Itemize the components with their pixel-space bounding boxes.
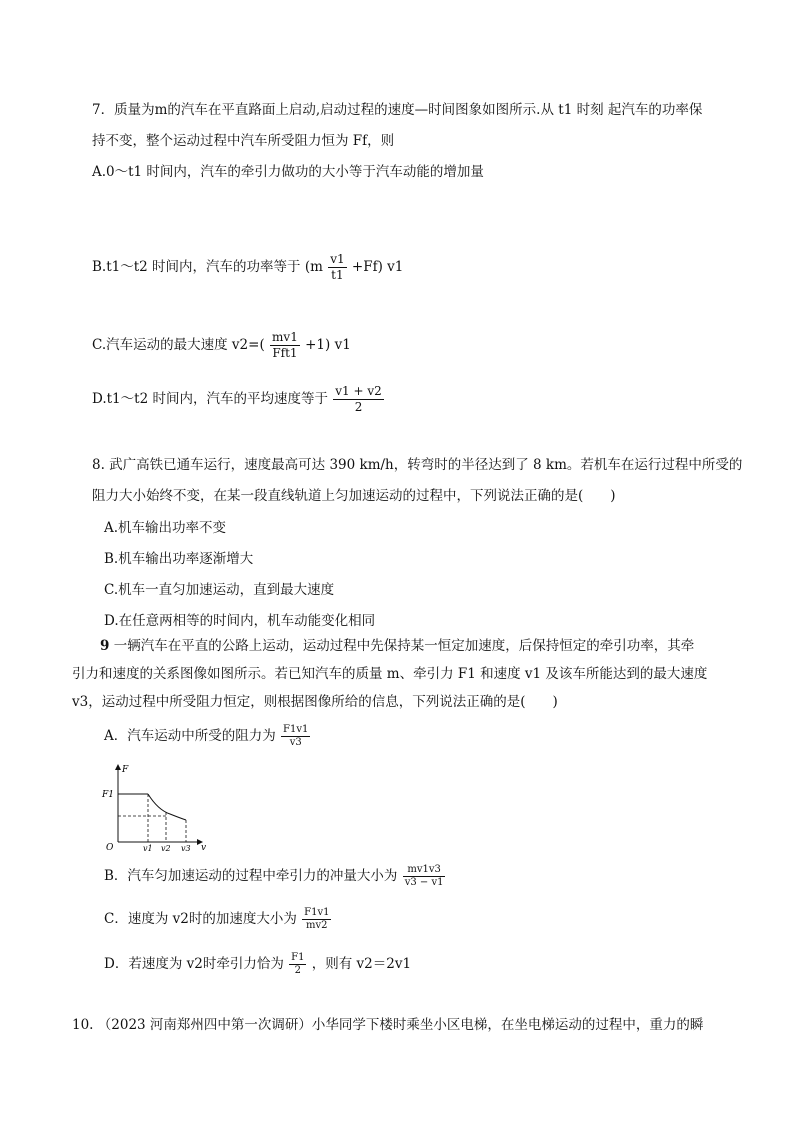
q9-option-a-numerator: F1v1	[283, 724, 309, 735]
q9-option-c-denominator: mv2	[302, 919, 331, 932]
q9-option-a-denominator: v3	[281, 736, 310, 749]
q9-option-d-numerator: F1	[291, 952, 305, 963]
q9-stem-line3: v3，运动过程中所受阻力恒定，则根据图像所给的信息，下列说法正确的是( )	[72, 694, 558, 710]
q7-option-d-fraction	[333, 384, 384, 415]
q8-option-c: C.机车一直匀加速运动，直到最大速度	[104, 582, 335, 598]
q7-option-c-denominator: Fft1	[270, 345, 300, 361]
q7-stem-line1: 7．质量为m的汽车在平直路面上启动,启动过程的速度—时间图象如图所示.从 t1 时刻 起汽车的功率保	[92, 102, 703, 118]
q9-option-b-text: B．汽车匀加速运动的过程中牵引力的冲量大小为	[104, 868, 398, 884]
q7-stem-line2: 持不变，整个运动过程中汽车所受阻力恒为 Ff，则	[92, 133, 395, 149]
q8-option-a: A.机车输出功率不变	[104, 520, 227, 536]
graph-x-tick-v2: v2	[161, 844, 171, 852]
q7-option-c-tail: +1) v1	[305, 337, 351, 353]
q7-option-c	[92, 330, 351, 361]
q9-option-a	[104, 724, 311, 749]
q7-option-a: A.0～t1 时间内，汽车的牵引力做功的大小等于汽车动能的增加量	[92, 164, 484, 180]
q8-option-d: D.在任意两相等的时间内，机车动能变化相同	[104, 613, 376, 629]
q7-option-b-fraction	[328, 252, 346, 283]
q7-option-d-text: D.t1～t2 时间内，汽车的平均速度等于	[92, 391, 328, 407]
q9-option-b-fraction	[403, 864, 446, 889]
q9-option-d-fraction	[289, 952, 306, 977]
q7-option-d-numerator: v1 + v2	[335, 384, 382, 398]
q8-stem-line1: 8. 武广高铁已通车运行，速度最高可达 390 km/h，转弯时的半径达到了 8 km。若机车在运行过程中所受的	[92, 457, 743, 473]
q9-option-d-denominator: 2	[289, 964, 306, 977]
graph-origin-label: O	[106, 843, 114, 852]
q7-option-b	[92, 252, 403, 283]
q9-option-d-tail: ，则有 v2＝2v1	[311, 956, 412, 972]
q9-stem-line2: 引力和速度的关系图像如图所示。若已知汽车的质量 m、牵引力 F1 和速度 v1 及该车所能达到的最大速度	[72, 666, 708, 682]
q7-option-b-text: B.t1～t2 时间内，汽车的功率等于	[92, 259, 301, 275]
graph-y-tick-f1: F1	[102, 790, 114, 800]
q9-option-a-text: A．汽车运动中所受的阻力为	[104, 728, 276, 744]
q9-option-d-text: D．若速度为 v2时牵引力恰为	[104, 956, 284, 972]
q7-option-b-denominator: t1	[328, 267, 346, 283]
q9-option-d	[104, 952, 411, 977]
q9-stem-line1	[100, 640, 694, 654]
q7-option-b-tail: +Ff) v1	[351, 259, 404, 275]
q10-stem-line1: 10. （2023 河南郑州四中第一次调研）小华同学下楼时乘坐小区电梯，在坐电梯运动的过程中，重力的瞬	[72, 1017, 704, 1033]
q7-option-c-text: C.汽车运动的最大速度 v2=(	[92, 337, 265, 353]
q9-force-velocity-graph	[100, 760, 210, 852]
q9-option-c	[104, 907, 332, 932]
q7-option-d-denominator: 2	[333, 399, 384, 415]
q9-number: 9	[100, 638, 110, 654]
q9-option-b-numerator: mv1v3	[407, 864, 441, 875]
q7-option-b-numerator: v1	[330, 252, 345, 266]
q7-option-b-open: (m	[304, 259, 323, 275]
graph-y-arrow	[115, 764, 121, 770]
q8-option-b: B.机车输出功率逐渐增大	[104, 551, 254, 567]
graph-x-tick-v1: v1	[143, 844, 153, 852]
q9-option-b	[104, 864, 446, 889]
q9-stem-line1-text: 一辆汽车在平直的公路上运动，运动过程中先保持某一恒定加速度，后保持恒定的牵引功率，其牵	[113, 638, 695, 654]
q9-option-c-numerator: F1v1	[304, 907, 330, 918]
q9-option-a-fraction	[281, 724, 310, 749]
q8-stem-line2: 阻力大小始终不变，在某一段直线轨道上匀加速运动的过程中，下列说法正确的是( )	[92, 488, 616, 504]
q9-option-b-denominator: v3 − v1	[404, 877, 444, 888]
graph-x-tick-v3: v3	[181, 844, 191, 852]
q7-option-d	[92, 384, 385, 415]
q9-option-c-text: C．速度为 v2时的加速度大小为	[104, 911, 297, 927]
q7-option-c-numerator: mv1	[272, 330, 298, 344]
graph-y-label: F	[122, 765, 129, 775]
q9-option-c-fraction	[302, 907, 331, 932]
graph-x-label: v	[201, 843, 207, 852]
q7-option-c-fraction	[270, 330, 300, 361]
